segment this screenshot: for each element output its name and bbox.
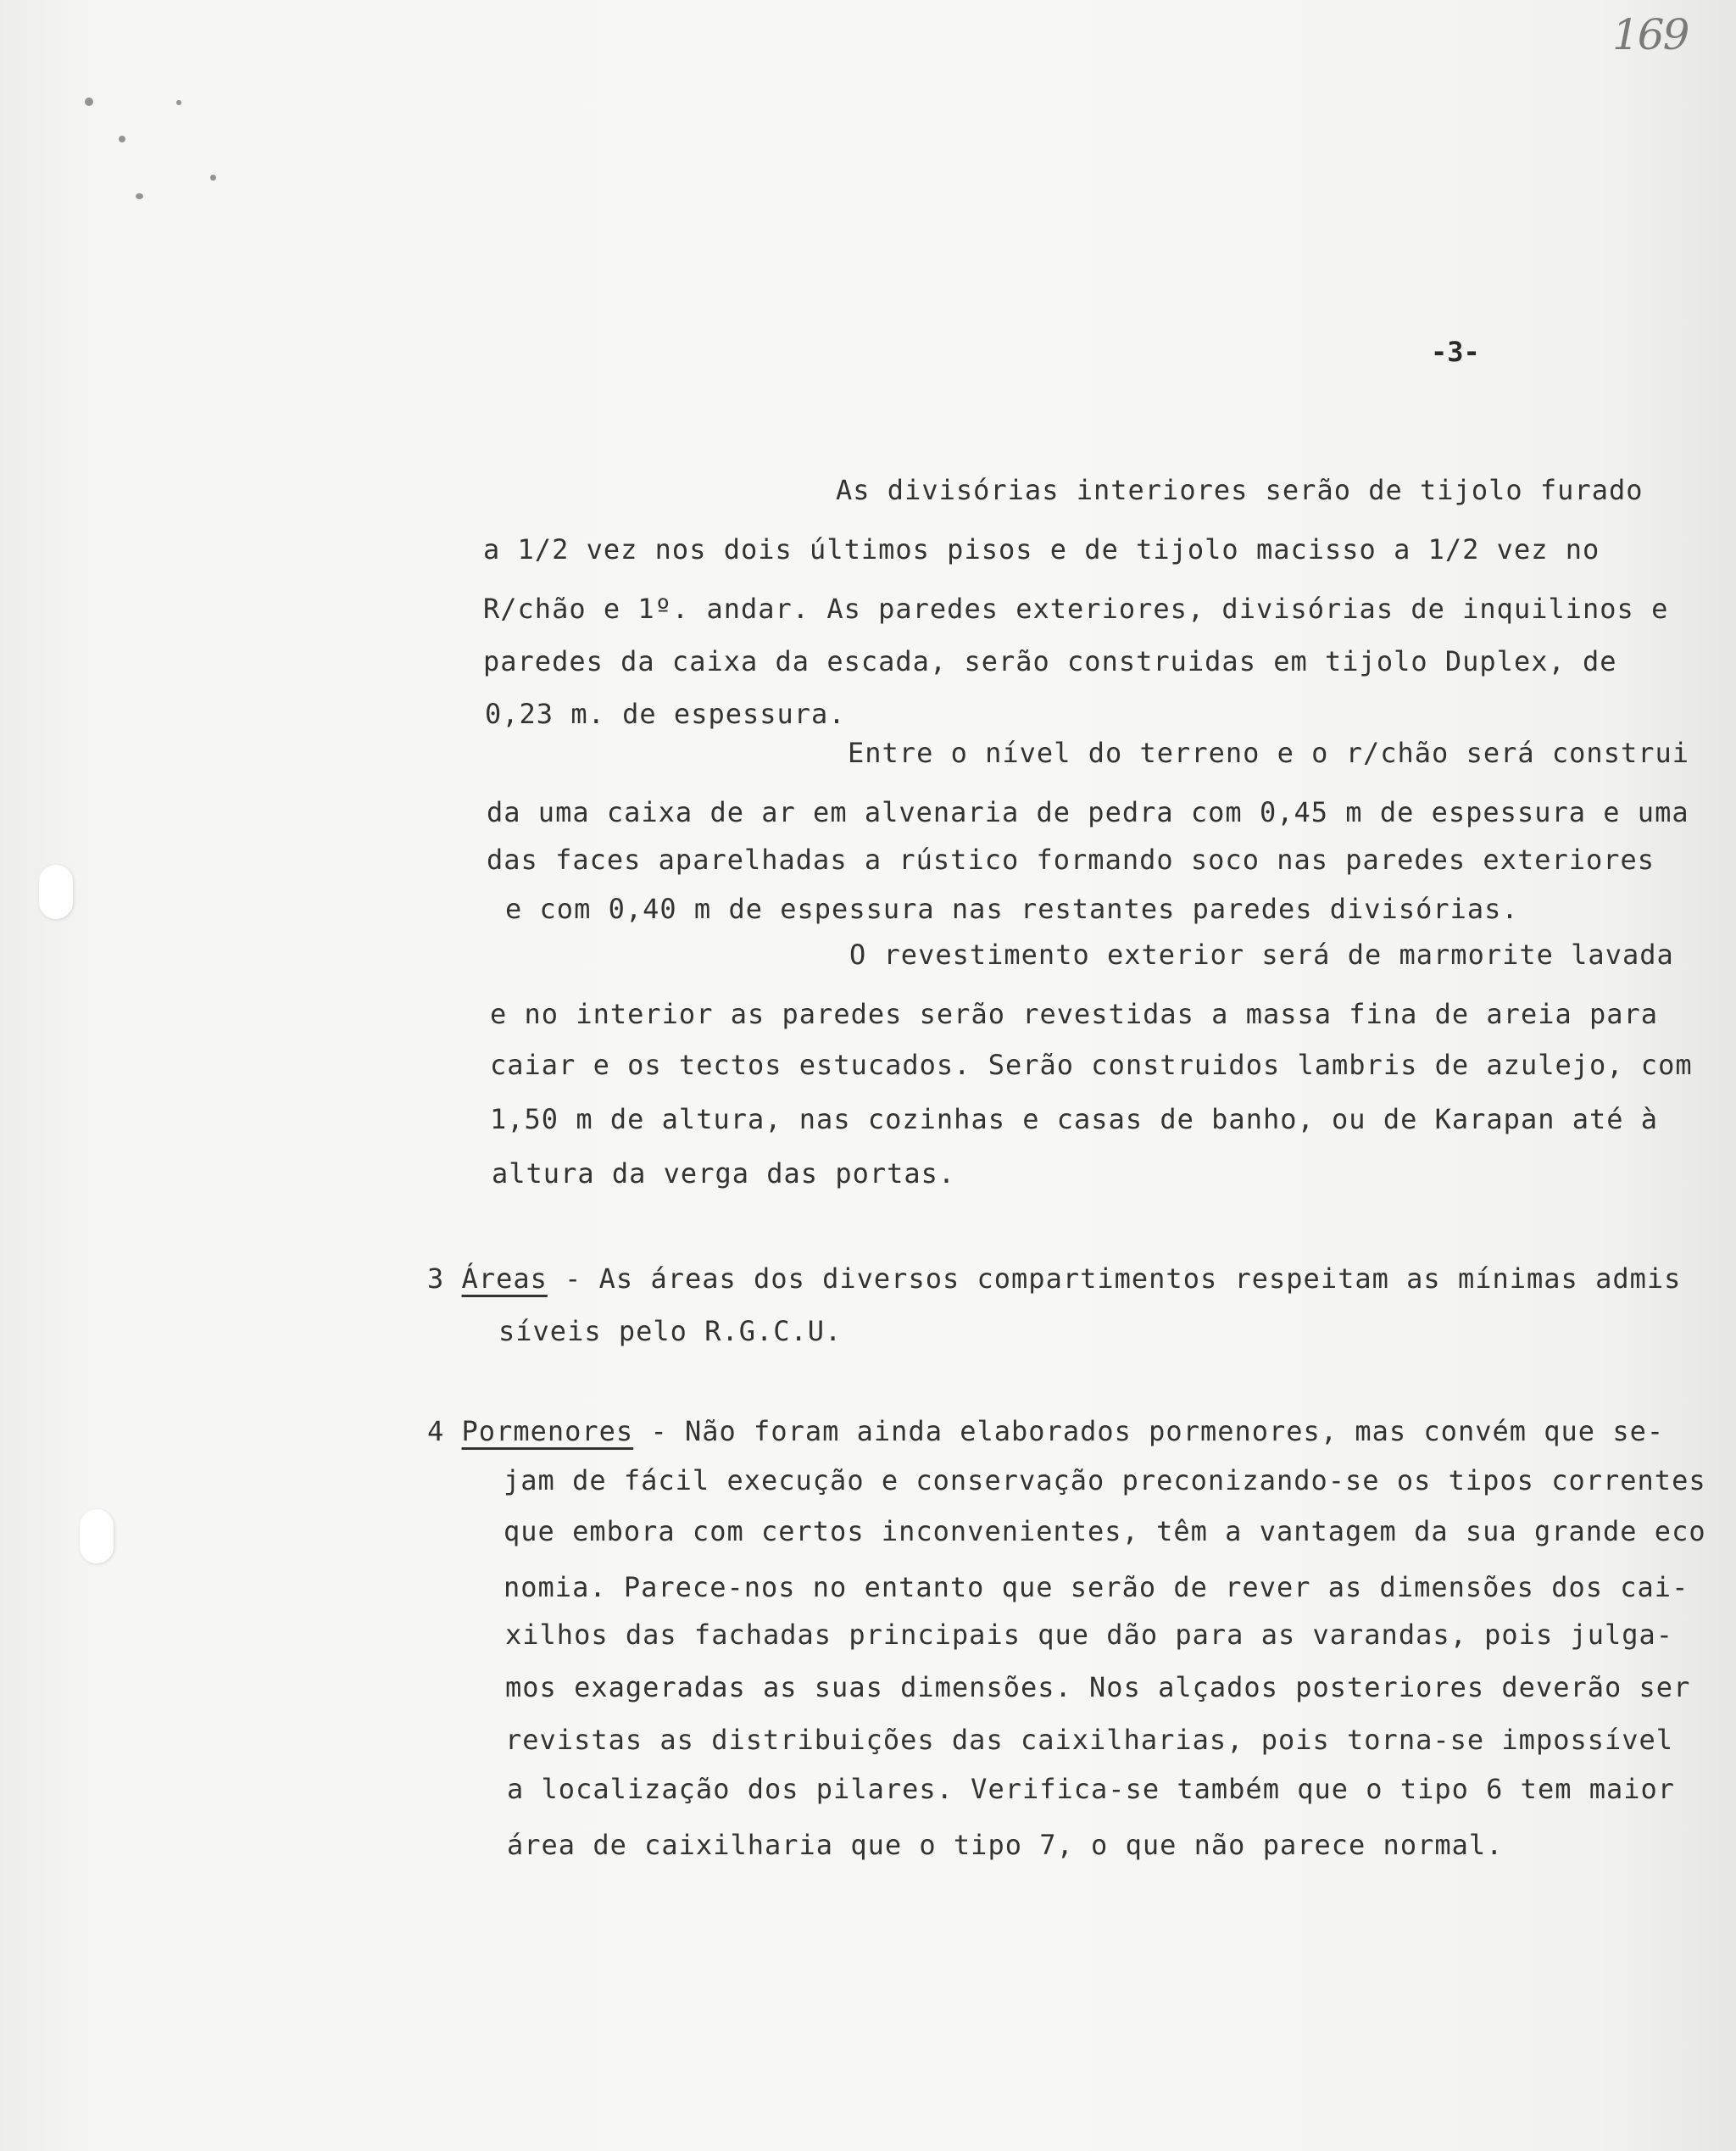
text-line: caiar e os tectos estucados. Serão construidos lambris de azulejo, com — [490, 1049, 1693, 1081]
text-line: a localização dos pilares. Verifica-se também que o tipo 6 tem maior — [507, 1773, 1676, 1805]
page-number: -3- — [1431, 336, 1480, 368]
section-text: - As áreas dos diversos compartimentos respeitam as mínimas admis — [565, 1262, 1682, 1295]
section-heading: Pormenores — [461, 1415, 634, 1447]
text-line: e no interior as paredes serão revestidas a massa fina de areia para — [490, 998, 1659, 1030]
text-line: O revestimento exterior será de marmorite lavada — [849, 939, 1674, 971]
text-line: nomia. Parece-nos no entanto que serão de rever as dimensões dos cai- — [504, 1571, 1689, 1603]
ink-speck — [136, 193, 143, 199]
text-line: mos exageradas as suas dimensões. Nos alçados posteriores deverão ser — [505, 1671, 1691, 1703]
text-line: xilhos das fachadas principais que dão para as varandas, pois julga- — [505, 1619, 1674, 1651]
text-line: área de caixilharia que o tipo 7, o que não parece normal. — [507, 1829, 1504, 1861]
ink-speck — [210, 175, 216, 181]
folio-number: 169 — [1612, 10, 1689, 59]
ink-speck — [85, 98, 93, 106]
punch-hole-top — [39, 865, 73, 919]
text-line: que embora com certos inconvenientes, têm a vantagem da sua grande eco — [504, 1515, 1706, 1547]
punch-hole-bottom — [80, 1509, 114, 1563]
text-line: da uma caixa de ar em alvenaria de pedra com 0,45 m de espessura e uma — [487, 796, 1689, 828]
ink-speck — [119, 136, 125, 142]
text-line: síveis pelo R.G.C.U. — [498, 1315, 843, 1347]
section-4 — [427, 1414, 1664, 1448]
text-line: a 1/2 vez nos dois últimos pisos e de tijolo macisso a 1/2 vez no — [483, 533, 1600, 566]
text-line: das faces aparelhadas a rústico formando soco nas paredes exteriores — [487, 844, 1655, 876]
text-line: jam de fácil execução e conservação preconizando-se os tipos correntes — [504, 1464, 1706, 1496]
text-line: revistas as distribuições das caixilharias, pois torna-se impossível — [505, 1724, 1674, 1756]
section-heading: Áreas — [461, 1262, 548, 1295]
section-number: 3 — [427, 1262, 445, 1295]
section-text: - Não foram ainda elaborados pormenores, mas convém que se- — [650, 1415, 1665, 1447]
text-line: paredes da caixa da escada, serão construidas em tijolo Duplex, de — [483, 645, 1617, 677]
text-line: As divisórias interiores serão de tijolo furado — [836, 474, 1644, 506]
section-3 — [427, 1262, 1681, 1296]
text-line: Entre o nível do terreno e o r/chão será construi — [848, 737, 1690, 769]
text-line: e com 0,40 m de espessura nas restantes paredes divisórias. — [505, 893, 1519, 925]
text-line: altura da verga das portas. — [492, 1157, 956, 1190]
ink-speck — [176, 100, 181, 105]
section-number: 4 — [427, 1415, 445, 1447]
text-line: 0,23 m. de espessura. — [485, 698, 846, 730]
text-line: 1,50 m de altura, nas cozinhas e casas de banho, ou de Karapan até à — [490, 1103, 1659, 1135]
text-line: R/chão e 1º. andar. As paredes exteriores, divisórias de inquilinos e — [483, 593, 1669, 625]
